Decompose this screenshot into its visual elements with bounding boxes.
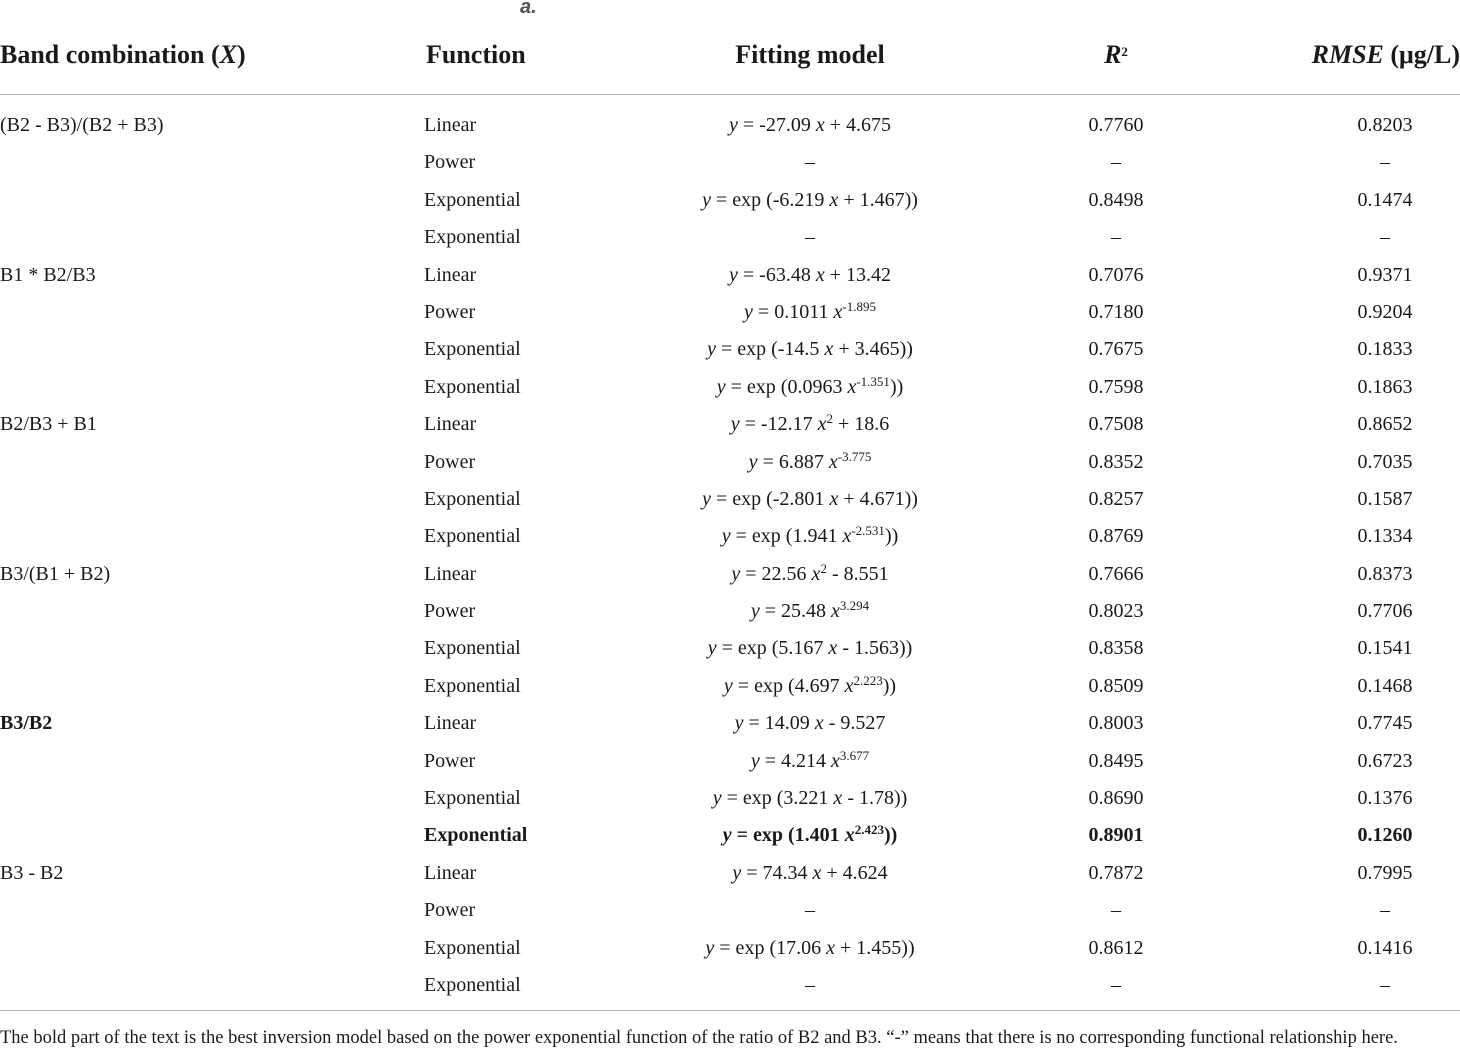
cell-rmse: –: [1380, 899, 1390, 922]
cell-function: Exponential: [424, 188, 521, 211]
cell-rmse: –: [1380, 151, 1390, 174]
header-function: Function: [426, 40, 526, 69]
table-row: [0, 482, 1460, 519]
cell-r-squared: 0.8498: [1088, 188, 1144, 211]
table-row: [0, 295, 1460, 332]
cell-fitting-model: y = 22.56 $x^2 - 8.551$: [731, 560, 889, 585]
cell-fitting-model: y = exp (17.06 x + 1.455)): [705, 936, 915, 959]
cell-fitting-model: y = exp (-14.5 x + 3.465)): [707, 338, 913, 361]
cell-r-squared: 0.8612: [1088, 936, 1144, 959]
cell-rmse: 0.1468: [1357, 674, 1413, 697]
cell-r-squared: 0.8901: [1088, 824, 1144, 847]
cell-r-squared: –: [1111, 973, 1121, 996]
header-r2-text: R: [1104, 40, 1122, 69]
header-rule: [0, 94, 1460, 95]
cell-function: Linear: [424, 263, 477, 286]
cell-rmse: 0.8373: [1357, 562, 1413, 585]
cell-rmse: 0.1833: [1357, 338, 1413, 361]
cell-rmse: 0.1260: [1357, 824, 1413, 847]
cell-fitting-model: y = exp (-6.219 x + 1.467)): [702, 188, 918, 211]
header-band-combination: [0, 40, 246, 70]
header-rmse-unit: (μg/L): [1383, 40, 1460, 69]
cell-fitting-model: –: [805, 973, 815, 996]
cell-function: Linear: [424, 114, 477, 136]
cell-rmse: 0.1474: [1357, 188, 1413, 211]
cell-function: Linear: [424, 861, 477, 884]
cell-fitting-model: y = exp (1.941 $x^{-2.531}$)): [721, 523, 899, 548]
table-row: [0, 370, 1460, 407]
cell-function: Power: [424, 899, 476, 922]
cell-band-combination: B3/(B1 + B2): [0, 562, 111, 585]
cell-function: Linear: [424, 562, 477, 585]
table-footnote: The bold part of the text is the best inversion model based on the power exponential function of the ratio of B2 and B3. “-” means that there is no corresponding functional relationship here.: [0, 1028, 1398, 1048]
cell-function: Exponential: [424, 637, 521, 660]
cell-fitting-model: y = -27.09 x + 4.675: [728, 114, 891, 136]
cell-r-squared: 0.7180: [1088, 300, 1144, 323]
cell-fitting-model: y = exp (4.697 $x^{2.223}$)): [723, 672, 897, 697]
cell-r-squared: 0.7666: [1088, 562, 1144, 585]
cell-function: Exponential: [424, 787, 521, 810]
table-row: [0, 706, 1460, 743]
cell-r-squared: 0.8003: [1088, 712, 1144, 735]
cell-fitting-model: y = exp (-2.801 x + 4.671)): [702, 487, 918, 510]
table-row: [0, 781, 1460, 818]
table-row: [0, 594, 1460, 631]
cell-band-combination: (B2 - B3)/(B2 + B3): [0, 114, 164, 136]
cell-r-squared: 0.8358: [1088, 637, 1144, 660]
cell-rmse: 0.9204: [1357, 300, 1413, 323]
cell-function: Power: [424, 600, 476, 623]
header-band-text: Band combination (: [0, 40, 220, 69]
cell-r-squared: 0.8257: [1088, 487, 1144, 510]
table-row: [0, 557, 1460, 594]
table-row: [0, 669, 1460, 706]
table-row: [0, 744, 1460, 781]
cell-function: Exponential: [424, 226, 521, 249]
cell-fitting-model: y = 4.214 $x^{3.677}$: [750, 747, 870, 772]
bottom-rule: [0, 1010, 1460, 1011]
cell-function: Exponential: [424, 674, 521, 697]
cell-rmse: 0.1334: [1357, 525, 1413, 548]
cell-r-squared: –: [1111, 226, 1121, 249]
cell-r-squared: 0.7076: [1088, 263, 1144, 286]
cell-rmse: 0.1587: [1357, 487, 1413, 510]
cell-fitting-model: y = -12.17 $x^2 + 18.6$: [730, 411, 890, 436]
table-label: a.: [520, 0, 537, 18]
cell-fitting-model: y = -63.48 x + 13.42: [728, 263, 891, 286]
cell-fitting-model: y = exp (3.221 x - 1.78)): [712, 787, 908, 810]
cell-r-squared: 0.7508: [1088, 413, 1144, 436]
cell-function: Exponential: [424, 525, 521, 548]
header-r-squared: [1056, 40, 1176, 70]
cell-band-combination: B2/B3 + B1: [0, 413, 97, 436]
cell-rmse: 0.6723: [1357, 749, 1413, 772]
cell-fitting-model: y = exp (1.401 $x^{2.423}$)): [722, 822, 898, 847]
cell-r-squared: 0.7760: [1088, 114, 1144, 136]
cell-rmse: 0.7995: [1357, 861, 1413, 884]
cell-function: Exponential: [424, 487, 521, 510]
cell-r-squared: 0.7675: [1088, 338, 1144, 361]
cell-rmse: 0.1416: [1357, 936, 1413, 959]
cell-fitting-model: y = exp (5.167 x - 1.563)): [707, 637, 913, 660]
cell-function: Linear: [424, 413, 477, 436]
cell-fitting-model: y = 6.887 $x^{-3.775}$: [748, 448, 872, 473]
cell-rmse: –: [1380, 973, 1390, 996]
cell-function: Exponential: [424, 375, 521, 398]
cell-rmse: 0.8652: [1357, 413, 1413, 436]
header-r2-sup: 2: [1121, 44, 1128, 59]
cell-fitting-model: y = 0.1011 $x^{-1.895}$: [744, 298, 876, 323]
cell-function: Power: [424, 151, 476, 174]
cell-rmse: 0.9371: [1357, 263, 1413, 286]
cell-r-squared: 0.8509: [1088, 674, 1144, 697]
cell-r-squared: 0.8690: [1088, 787, 1144, 810]
header-band-close: ): [236, 40, 246, 69]
table-row: [0, 108, 1460, 145]
cell-rmse: 0.7745: [1357, 712, 1413, 735]
table-row: [0, 183, 1460, 220]
table-row: [0, 220, 1460, 257]
cell-rmse: 0.8203: [1357, 114, 1413, 136]
cell-function: Exponential: [424, 824, 528, 847]
cell-rmse: 0.1376: [1357, 787, 1413, 810]
table-row: [0, 893, 1460, 930]
cell-rmse: 0.1863: [1357, 375, 1413, 398]
table-row: [0, 445, 1460, 482]
cell-band-combination: B3 - B2: [0, 861, 64, 884]
cell-fitting-model: y = 25.48 $x^{3.294}$: [750, 598, 870, 623]
cell-rmse: 0.7706: [1357, 600, 1413, 623]
cell-fitting-model: –: [805, 226, 815, 249]
cell-r-squared: 0.7872: [1088, 861, 1144, 884]
cell-function: Power: [424, 300, 476, 323]
table-row: [0, 145, 1460, 182]
header-rmse-text: RMSE: [1311, 40, 1384, 69]
table-body: [0, 108, 1460, 1005]
table-row: [0, 332, 1460, 369]
header-band-var: X: [219, 40, 237, 69]
table-header: [0, 40, 1460, 80]
table-row: [0, 519, 1460, 556]
table-row: [0, 407, 1460, 444]
table-row: [0, 968, 1460, 1005]
header-rmse: [1300, 40, 1460, 70]
cell-band-combination: B3/B2: [0, 712, 53, 735]
table-row: [0, 931, 1460, 968]
cell-rmse: –: [1380, 226, 1390, 249]
cell-function: Power: [424, 450, 476, 473]
cell-r-squared: –: [1111, 899, 1121, 922]
cell-rmse: 0.7035: [1357, 450, 1413, 473]
cell-rmse: 0.1541: [1357, 637, 1413, 660]
table-row: [0, 818, 1460, 855]
cell-function: Linear: [424, 712, 477, 735]
cell-r-squared: 0.8495: [1088, 749, 1144, 772]
cell-function: Exponential: [424, 936, 521, 959]
table-row: [0, 631, 1460, 668]
cell-r-squared: 0.8352: [1088, 450, 1144, 473]
cell-fitting-model: y = 74.34 x + 4.624: [732, 861, 888, 884]
table-row: [0, 258, 1460, 295]
cell-fitting-model: y = 14.09 x - 9.527: [734, 712, 886, 735]
cell-r-squared: –: [1111, 151, 1121, 174]
cell-function: Power: [424, 749, 476, 772]
header-fitting-model: Fitting model: [735, 40, 885, 69]
cell-function: Exponential: [424, 973, 521, 996]
cell-r-squared: 0.8023: [1088, 600, 1144, 623]
cell-function: Exponential: [424, 338, 521, 361]
table-row: [0, 856, 1460, 893]
cell-fitting-model: –: [805, 899, 815, 922]
cell-r-squared: 0.7598: [1088, 375, 1144, 398]
cell-r-squared: 0.8769: [1088, 525, 1144, 548]
cell-band-combination: B1 * B2/B3: [0, 263, 96, 286]
cell-fitting-model: y = exp (0.0963 $x^{-1.351}$)): [716, 373, 904, 398]
cell-fitting-model: –: [805, 151, 815, 174]
